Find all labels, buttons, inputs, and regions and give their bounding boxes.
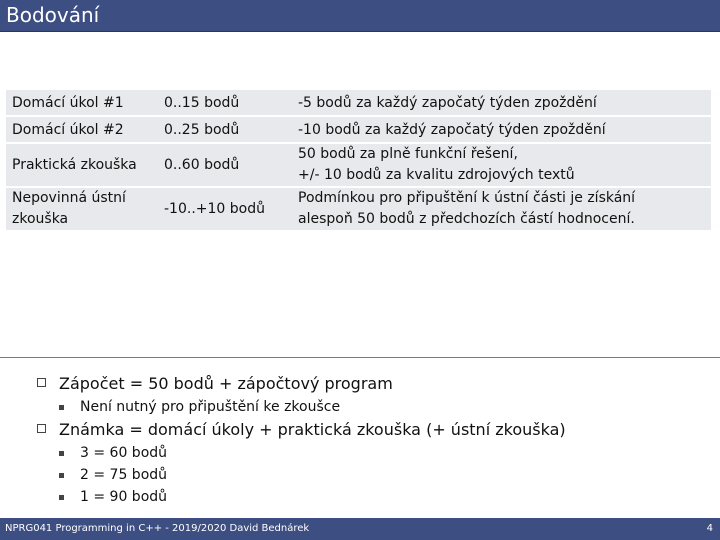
- square-bullet-icon: [59, 473, 64, 478]
- checkbox-bullet-icon: [37, 378, 46, 387]
- page-number: 4: [706, 523, 713, 534]
- square-bullet-icon: [59, 451, 64, 456]
- sub-bullet-text: 3 = 60 bodů: [80, 445, 168, 461]
- section-divider: [0, 357, 720, 358]
- footer-text: NPRG041 Programming in C++ - 2019/2020 David Bednárek: [5, 523, 310, 534]
- row-name: Domácí úkol #2: [6, 117, 158, 142]
- row-note: -10 bodů za každý započatý týden zpoždění: [292, 117, 711, 142]
- table-row: [6, 144, 711, 186]
- sub-bullet-item: [37, 486, 697, 508]
- square-bullet-icon: [59, 495, 64, 500]
- square-bullet-icon: [59, 405, 64, 410]
- slide-footer: [0, 518, 720, 540]
- sub-bullet-item: [37, 464, 697, 486]
- table-row: [6, 188, 711, 230]
- row-points: 0..15 bodů: [158, 90, 292, 115]
- bullet-item: [37, 418, 697, 442]
- row-points: 0..25 bodů: [158, 117, 292, 142]
- sub-bullet-item: [37, 396, 697, 418]
- row-name: Praktická zkouška: [6, 144, 158, 186]
- row-points: -10..+10 bodů: [158, 188, 292, 230]
- table-row: [6, 90, 711, 115]
- row-name: Nepovinná ústní zkouška: [6, 188, 158, 230]
- row-note: Podmínkou pro připuštění k ústní části je získání alespoň 50 bodů z předchozích částí hodnocení.: [292, 188, 711, 230]
- sub-bullet-item: [37, 442, 697, 464]
- slide-title-bar: [0, 0, 720, 32]
- bullet-text: Známka = domácí úkoly + praktická zkouška (+ ústní zkouška): [59, 420, 566, 439]
- table-row: [6, 117, 711, 142]
- bullet-list: [37, 372, 697, 508]
- row-points: 0..60 bodů: [158, 144, 292, 186]
- slide-title: Bodování: [6, 3, 100, 27]
- bullet-text: Zápočet = 50 bodů + zápočtový program: [59, 374, 393, 393]
- row-note: 50 bodů za plně funkční řešení, +/- 10 bodů za kvalitu zdrojových textů: [292, 144, 711, 186]
- grading-table: [6, 88, 711, 232]
- row-name: Domácí úkol #1: [6, 90, 158, 115]
- sub-bullet-text: 2 = 75 bodů: [80, 467, 168, 483]
- sub-bullet-text: Není nutný pro připuštění ke zkoušce: [80, 399, 341, 415]
- checkbox-bullet-icon: [37, 424, 46, 433]
- bullet-item: [37, 372, 697, 396]
- row-note: -5 bodů za každý započatý týden zpoždění: [292, 90, 711, 115]
- sub-bullet-text: 1 = 90 bodů: [80, 489, 168, 505]
